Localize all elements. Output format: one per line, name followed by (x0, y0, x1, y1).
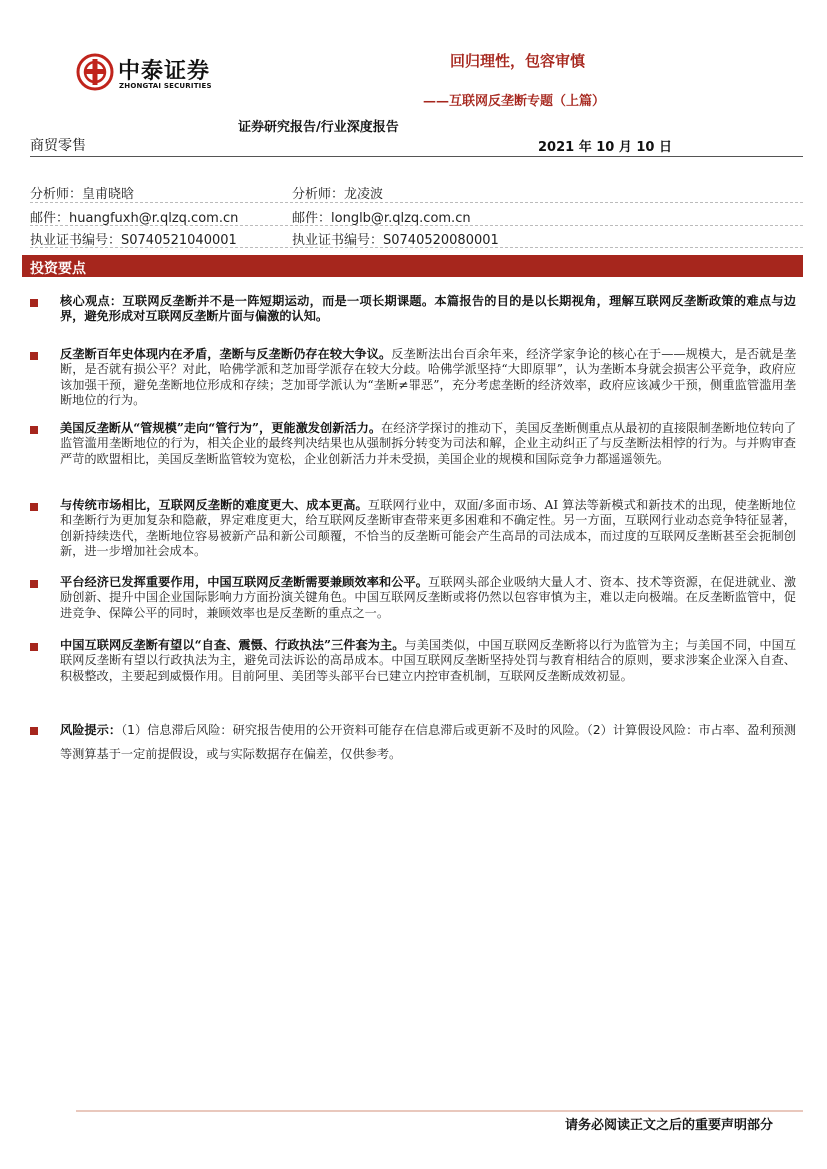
analyst-1-cert (30, 229, 237, 248)
bullet-lead: 美国反垄断从“管规模”走向“管行为”，更能激发创新活力。 (60, 421, 382, 435)
analyst-block (30, 183, 803, 249)
bullet-square-icon (30, 643, 38, 651)
report-subtitle: ——互联网反垄断专题（上篇） (422, 94, 605, 109)
bullet-lead: 与传统市场相比，互联网反垄断的难度更大、成本更高。 (60, 498, 368, 512)
analyst-email-label: 邮件： (292, 211, 332, 226)
bullet-square-icon (30, 426, 38, 434)
bullet-square-icon (30, 503, 38, 511)
analyst-email-label: 邮件： (30, 211, 70, 226)
analyst-2-email (292, 207, 471, 226)
analyst-cert: S0740520080001 (383, 233, 499, 248)
analyst-1-name (30, 183, 134, 202)
bullet-square-icon (30, 352, 38, 360)
analyst-divider (30, 247, 803, 248)
analyst-name-label: 分析师： (30, 187, 83, 202)
analyst-2-cert (292, 229, 499, 248)
logo-english-name: ZHONGTAI SECURITIES (119, 82, 212, 90)
bullet-paragraph (60, 347, 796, 409)
header-divider (30, 156, 803, 157)
bullet-square-icon (30, 299, 38, 307)
bullet-body: 在经济学探讨的推动下，美国反垄断侧重点从最初的直接限制垄断地位转向了监管滥用垄断地位的行为，相关企业的最终判决结果也从强制拆分转变为司法和解，企业主动纠正了与反垄断法相悖的行为。与并购审查严苛的欧盟相比，美国反垄断监管较为宽松，企业创新活力并未受损，美国企业的规模和国际竞争力都遥遥领先。 (60, 421, 797, 466)
analyst-1-email (30, 207, 238, 226)
analyst-name: 皇甫晓晗 (82, 187, 135, 202)
analyst-email: longlb@r.qlzq.com.cn (331, 211, 471, 226)
section-title: 投资要点 (30, 261, 86, 277)
bullet-paragraph (60, 294, 796, 325)
report-title: 回归理性，包容审慎 (449, 52, 585, 70)
bullet-lead: 反垄断百年史体现内在矛盾，垄断与反垄断仍存在较大争议。 (60, 347, 392, 361)
bullet-body: 反垄断法出台百余年来，经济学家争论的核心在于——规模大，是否就是垄断，是否就有损公平？对此，哈佛学派和芝加哥学派存在较大分歧。哈佛学派坚持“大即原罪”，认为垄断本身就会损害公平竞争，政府应该加强干预，避免垄断地位形成和存续；芝加哥学派认为“垄断≠罪恶”，充分考虑垄断的经济效率，政府应该减少干预，侧重监管滥用垄断地位的行为。 (60, 347, 797, 408)
bullet-square-icon (30, 580, 38, 588)
bullet-paragraph (60, 575, 796, 621)
logo-chinese-name: 中泰证券 (118, 59, 211, 84)
bullet-paragraph (60, 638, 796, 684)
logo-emblem-icon (76, 53, 114, 91)
analyst-divider (30, 202, 803, 203)
analyst-name: 龙凌波 (344, 187, 384, 202)
analyst-2-name (292, 183, 383, 202)
bullet-lead: 风险提示： (60, 723, 122, 737)
bullet-body: （1）信息滞后风险：研究报告使用的公开资料可能存在信息滞后或更新不及时的风险。（2）计算假设风险：市占率、盈利预测等测算基于一定前提假设，或与实际数据存在偏差，仅供参考。 (60, 723, 797, 761)
report-date: 2021 年 10 月 10 日 (538, 140, 672, 155)
footer-disclaimer: 请务必阅读正文之后的重要声明部分 (564, 1118, 773, 1133)
bullet-body: 互联网头部企业吸纳大量人才、资本、技术等资源，在促进就业、激励创新、提升中国企业国际影响力方面扮演关键角色。中国互联网反垄断或将仍然以包容审慎为主，难以走向极端。在反垄断监管中，促进竞争、保障公平的同时，兼顾效率也是反垄断的重点之一。 (60, 575, 797, 620)
analyst-cert-label: 执业证书编号： (292, 233, 384, 248)
analyst-email: huangfuxh@r.qlzq.com.cn (69, 211, 239, 226)
bullet-paragraph (60, 421, 796, 467)
analyst-cert: S0740521040001 (121, 233, 237, 248)
bullet-lead: 核心观点：互联网反垄断并不是一阵短期运动，而是一项长期课题。本篇报告的目的是以长期视角，理解互联网反垄断政策的难点与边界，避免形成对互联网反垄断片面与偏激的认知。 (60, 294, 796, 324)
analyst-cert-label: 执业证书编号： (30, 233, 122, 248)
bullet-lead: 中国互联网反垄断有望以“自查、震慑、行政执法”三件套为主。 (60, 638, 405, 652)
report-type: 证券研究报告/行业深度报告 (238, 120, 399, 135)
bullet-body: 互联网行业中，双面/多面市场、AI 算法等新模式和新技术的出现，使垄断地位和垄断行为更加复杂和隐蔽，界定难度更大，给互联网反垄断审查带来更多困难和不确定性。另一方面，互联网行业动态竞争特征显著，创新持续迭代，垄断地位容易被新产品和新公司颠覆，不恰当的反垄断可能会产生高昂的司法成本，而过度的互联网反垄断甚至会扼制创新，进一步增加社会成本。 (60, 498, 796, 559)
analyst-divider (30, 225, 803, 226)
risk-paragraph (60, 718, 796, 766)
bullet-square-icon (30, 727, 38, 735)
bullet-paragraph (60, 498, 796, 560)
section-header-bar (22, 255, 803, 277)
analyst-name-label: 分析师： (292, 187, 345, 202)
bullet-lead: 平台经济已发挥重要作用，中国互联网反垄断需要兼顾效率和公平。 (60, 575, 429, 589)
company-logo (76, 53, 226, 95)
sector-label: 商贸零售 (30, 138, 86, 154)
footer-divider (76, 1110, 803, 1112)
bullet-body: 与美国类似，中国互联网反垄断将以行为监管为主；与美国不同，中国互联网反垄断有望以行政执法为主，避免司法诉讼的高昂成本。中国互联网反垄断坚持处罚与教育相结合的原则，要求涉案企业深入自查、积极整改，主要起到威慑作用。目前阿里、美团等头部平台已建立内控审查机制，互联网反垄断成效初显。 (60, 638, 797, 683)
